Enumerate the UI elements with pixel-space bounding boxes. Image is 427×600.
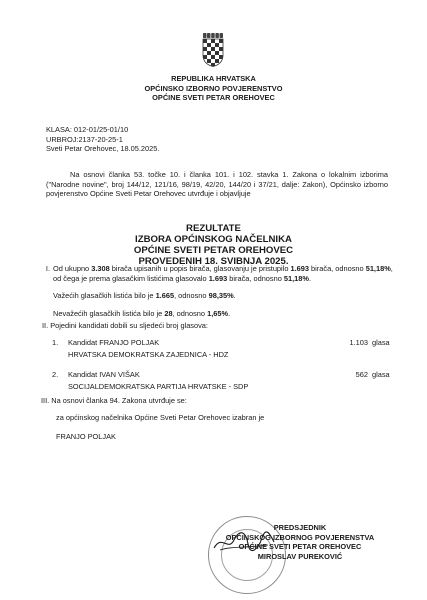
- invalid-ballots: 28: [164, 308, 173, 318]
- turnout-percent: 51,18%: [365, 264, 391, 273]
- winner-name: FRANJO POLJAK: [56, 432, 116, 441]
- text: Nevažećih glasačkih listića bilo je: [53, 308, 165, 318]
- header-country: REPUBLIKA HRVATSKA: [171, 74, 256, 83]
- section-1-numeral: I.: [45, 264, 50, 273]
- voters-turned-out: 1.693: [290, 264, 309, 273]
- header-municipality: OPĆINE SVETI PETAR OREHOVEC: [152, 93, 275, 103]
- document-meta: [46, 125, 159, 154]
- text: Od ukupno: [53, 264, 92, 273]
- valid-ballots: 1.665: [155, 291, 175, 301]
- valid-ballots-line: [40, 291, 400, 301]
- candidate-party: HRVATSKA DEMOKRATSKA ZAJEDNICA - HDZ: [68, 349, 229, 359]
- text: .: [228, 308, 231, 318]
- section-3-heading: III. Na osnovi članka 94. Zakona utvrđuje se:: [41, 396, 187, 405]
- text: , odnosno: [172, 308, 208, 318]
- registered-voters: 3.308: [91, 264, 110, 273]
- header-authority: OPĆINSKO IZBORNO POVJERENSTVO: [144, 83, 283, 93]
- signatory-name: MIROSLAV PUREKOVIĆ: [257, 551, 343, 561]
- urbroj: URBROJ:2137-20-25-1: [46, 134, 123, 144]
- candidate-votes: 1.103: [349, 338, 368, 347]
- text: od čega je prema glasačkim listićima glasovalo: [53, 273, 209, 283]
- votes-unit: glasa: [372, 370, 390, 379]
- klasa: KLASA: 012-01/25-01/10: [46, 125, 129, 134]
- candidate-name: Kandidat IVAN VIŠAK: [68, 370, 140, 379]
- intro-paragraph: Na osnovi članka 53. točke 10. i članka 101. i 102. stavka 1. Zakona o lokalnim izborima ("Narodne novine", broj 144/12, 121/16, 98/19, 42/20, 144/20 i 37/21, dalje: Zakon), Općinsko izborno povjerenstvo Općine Sveti Petar Orehovec utvrđuje i objavljuje: [46, 170, 388, 199]
- place-date: Sveti Petar Orehovec, 18.05.2025.: [46, 144, 160, 154]
- invalid-ballots-line: [40, 309, 400, 319]
- text: .: [308, 273, 312, 283]
- text: ,: [390, 264, 393, 273]
- text: Važećih glasačkih listića bilo je: [53, 291, 156, 301]
- section-turnout: [40, 264, 400, 318]
- signature-title: PREDSJEDNIK: [273, 523, 327, 532]
- candidate-1: [52, 338, 402, 359]
- signature-authority: OPĆINSKOG IZBORNOG POVJERENSTVA: [225, 532, 375, 542]
- ballots-voted: 1.693: [208, 273, 228, 283]
- invalid-ballots-percent: 1,65%: [207, 308, 229, 318]
- candidate-party: SOCIJALDEMOKRATSKA PARTIJA HRVATSKE - SDP: [68, 381, 249, 391]
- text: .: [233, 291, 236, 301]
- signature-municipality: OPĆINE SVETI PETAR OREHOVEC: [238, 542, 362, 552]
- section-2-heading: II. Pojedini kandidati dobili su sljedeći broj glasova:: [42, 321, 208, 330]
- title-line-4: PROVEDENIH 18. SVIBNJA 2025.: [138, 256, 289, 267]
- turnout-line-1: [40, 264, 400, 274]
- document-title: [80, 223, 347, 267]
- candidate-number: 1.: [52, 338, 59, 347]
- signature-block: [180, 523, 420, 561]
- title-line-3: OPĆINE SVETI PETAR OREHOVEC: [133, 245, 294, 256]
- candidate-name: Kandidat FRANJO POLJAK: [68, 338, 160, 347]
- coat-of-arms-icon: [202, 33, 224, 67]
- text: birača, odnosno: [309, 264, 366, 273]
- text: , odnosno: [174, 291, 209, 301]
- text: birača upisanih u popis birača, glasovanju je pristupilo: [109, 264, 291, 273]
- turnout-line-2: [40, 274, 400, 284]
- votes-unit: glasa: [372, 338, 390, 347]
- candidate-votes: 562: [355, 370, 368, 379]
- valid-ballots-percent: 98,35%: [208, 291, 234, 301]
- title-line-2: IZBORA OPĆINSKOG NAČELNIKA: [135, 234, 292, 245]
- winner-statement: za općinskog načelnika Općine Sveti Petar Orehovec izabran je: [56, 413, 265, 422]
- title-line-1: REZULTATE: [186, 223, 241, 234]
- ballots-percent: 51,18%: [283, 273, 309, 283]
- text: birača, odnosno: [227, 273, 284, 283]
- candidate-number: 2.: [52, 370, 59, 379]
- candidate-2: [52, 370, 402, 391]
- document-header: [95, 74, 332, 103]
